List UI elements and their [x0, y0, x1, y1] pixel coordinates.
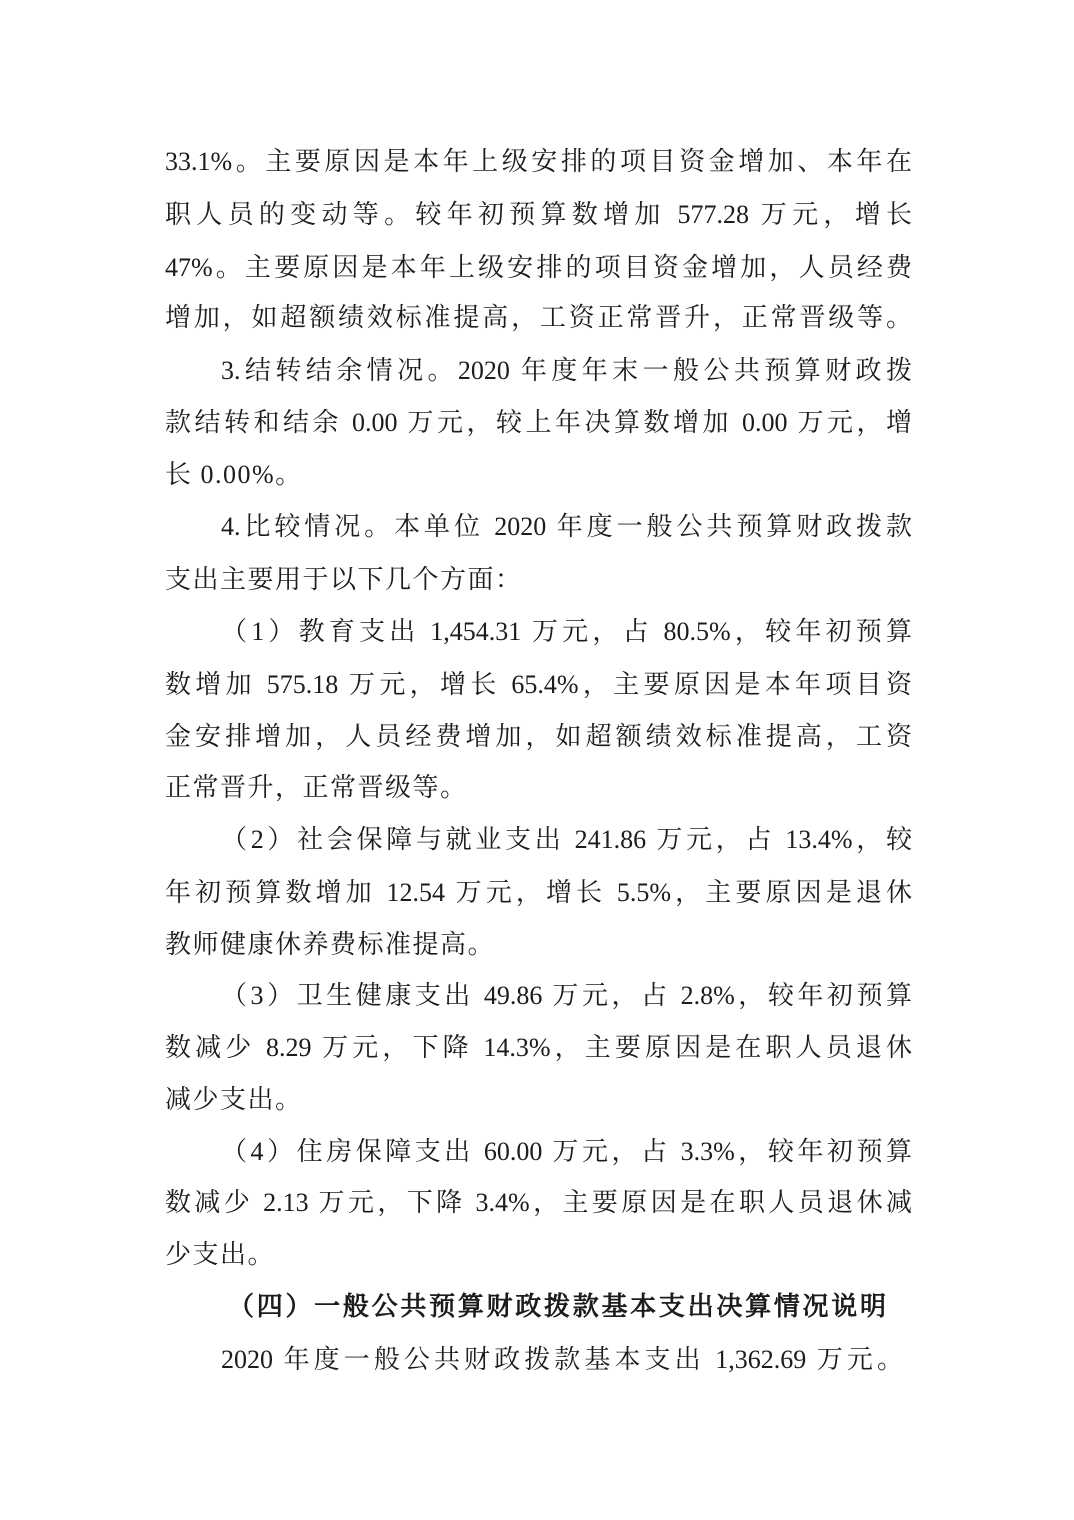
text-line: （1）教育支出 1,454.31 万元，占 80.5%，较年初预算 [221, 617, 912, 646]
section-heading: （四）一般公共预算财政拨款基本支出决算情况说明 [228, 1292, 886, 1321]
text-line: （4）住房保障支出 60.00 万元，占 3.3%，较年初预算 [221, 1137, 912, 1166]
text-line: 47%。主要原因是本年上级安排的项目资金增加，人员经费 [165, 253, 912, 282]
text-line: 年初预算数增加 12.54 万元，增长 5.5%，主要原因是退休 [165, 878, 912, 907]
text-line: 长 0.00%。 [165, 460, 303, 489]
text-line: 数增加 575.18 万元，增长 65.4%，主要原因是本年项目资 [165, 670, 912, 699]
text-line: 3.结转结余情况。2020 年度年末一般公共预算财政拨 [221, 356, 912, 385]
text-line: 33.1%。主要原因是本年上级安排的项目资金增加、本年在 [165, 147, 912, 176]
text-line: 教师健康休养费标准提高。 [165, 930, 496, 959]
text-line: 2020 年度一般公共财政拨款基本支出 1,362.69 万元。 [221, 1345, 903, 1374]
text-line: 减少支出。 [165, 1085, 303, 1114]
text-line: （3）卫生健康支出 49.86 万元，占 2.8%，较年初预算 [221, 981, 912, 1010]
text-line: 增加，如超额绩效标准提高，工资正常晋升，正常晋级等。 [165, 303, 912, 332]
text-line: 职人员的变动等。较年初预算数增加 577.28 万元，增长 [165, 200, 912, 229]
text-line: 数减少 2.13 万元，下降 3.4%，主要原因是在职人员退休减 [165, 1188, 912, 1217]
text-line: 4.比较情况。本单位 2020 年度一般公共预算财政拨款 [221, 512, 912, 541]
text-line: （2）社会保障与就业支出 241.86 万元，占 13.4%，较 [221, 825, 912, 854]
text-line: 支出主要用于以下几个方面： [165, 565, 523, 594]
text-line: 少支出。 [165, 1240, 276, 1269]
text-line: 数减少 8.29 万元，下降 14.3%，主要原因是在职人员退休 [165, 1033, 912, 1062]
text-line: 金安排增加，人员经费增加，如超额绩效标准提高，工资 [165, 722, 912, 751]
text-line: 款结转和结余 0.00 万元，较上年决算数增加 0.00 万元，增 [165, 408, 912, 437]
text-line: 正常晋升，正常晋级等。 [165, 773, 468, 802]
